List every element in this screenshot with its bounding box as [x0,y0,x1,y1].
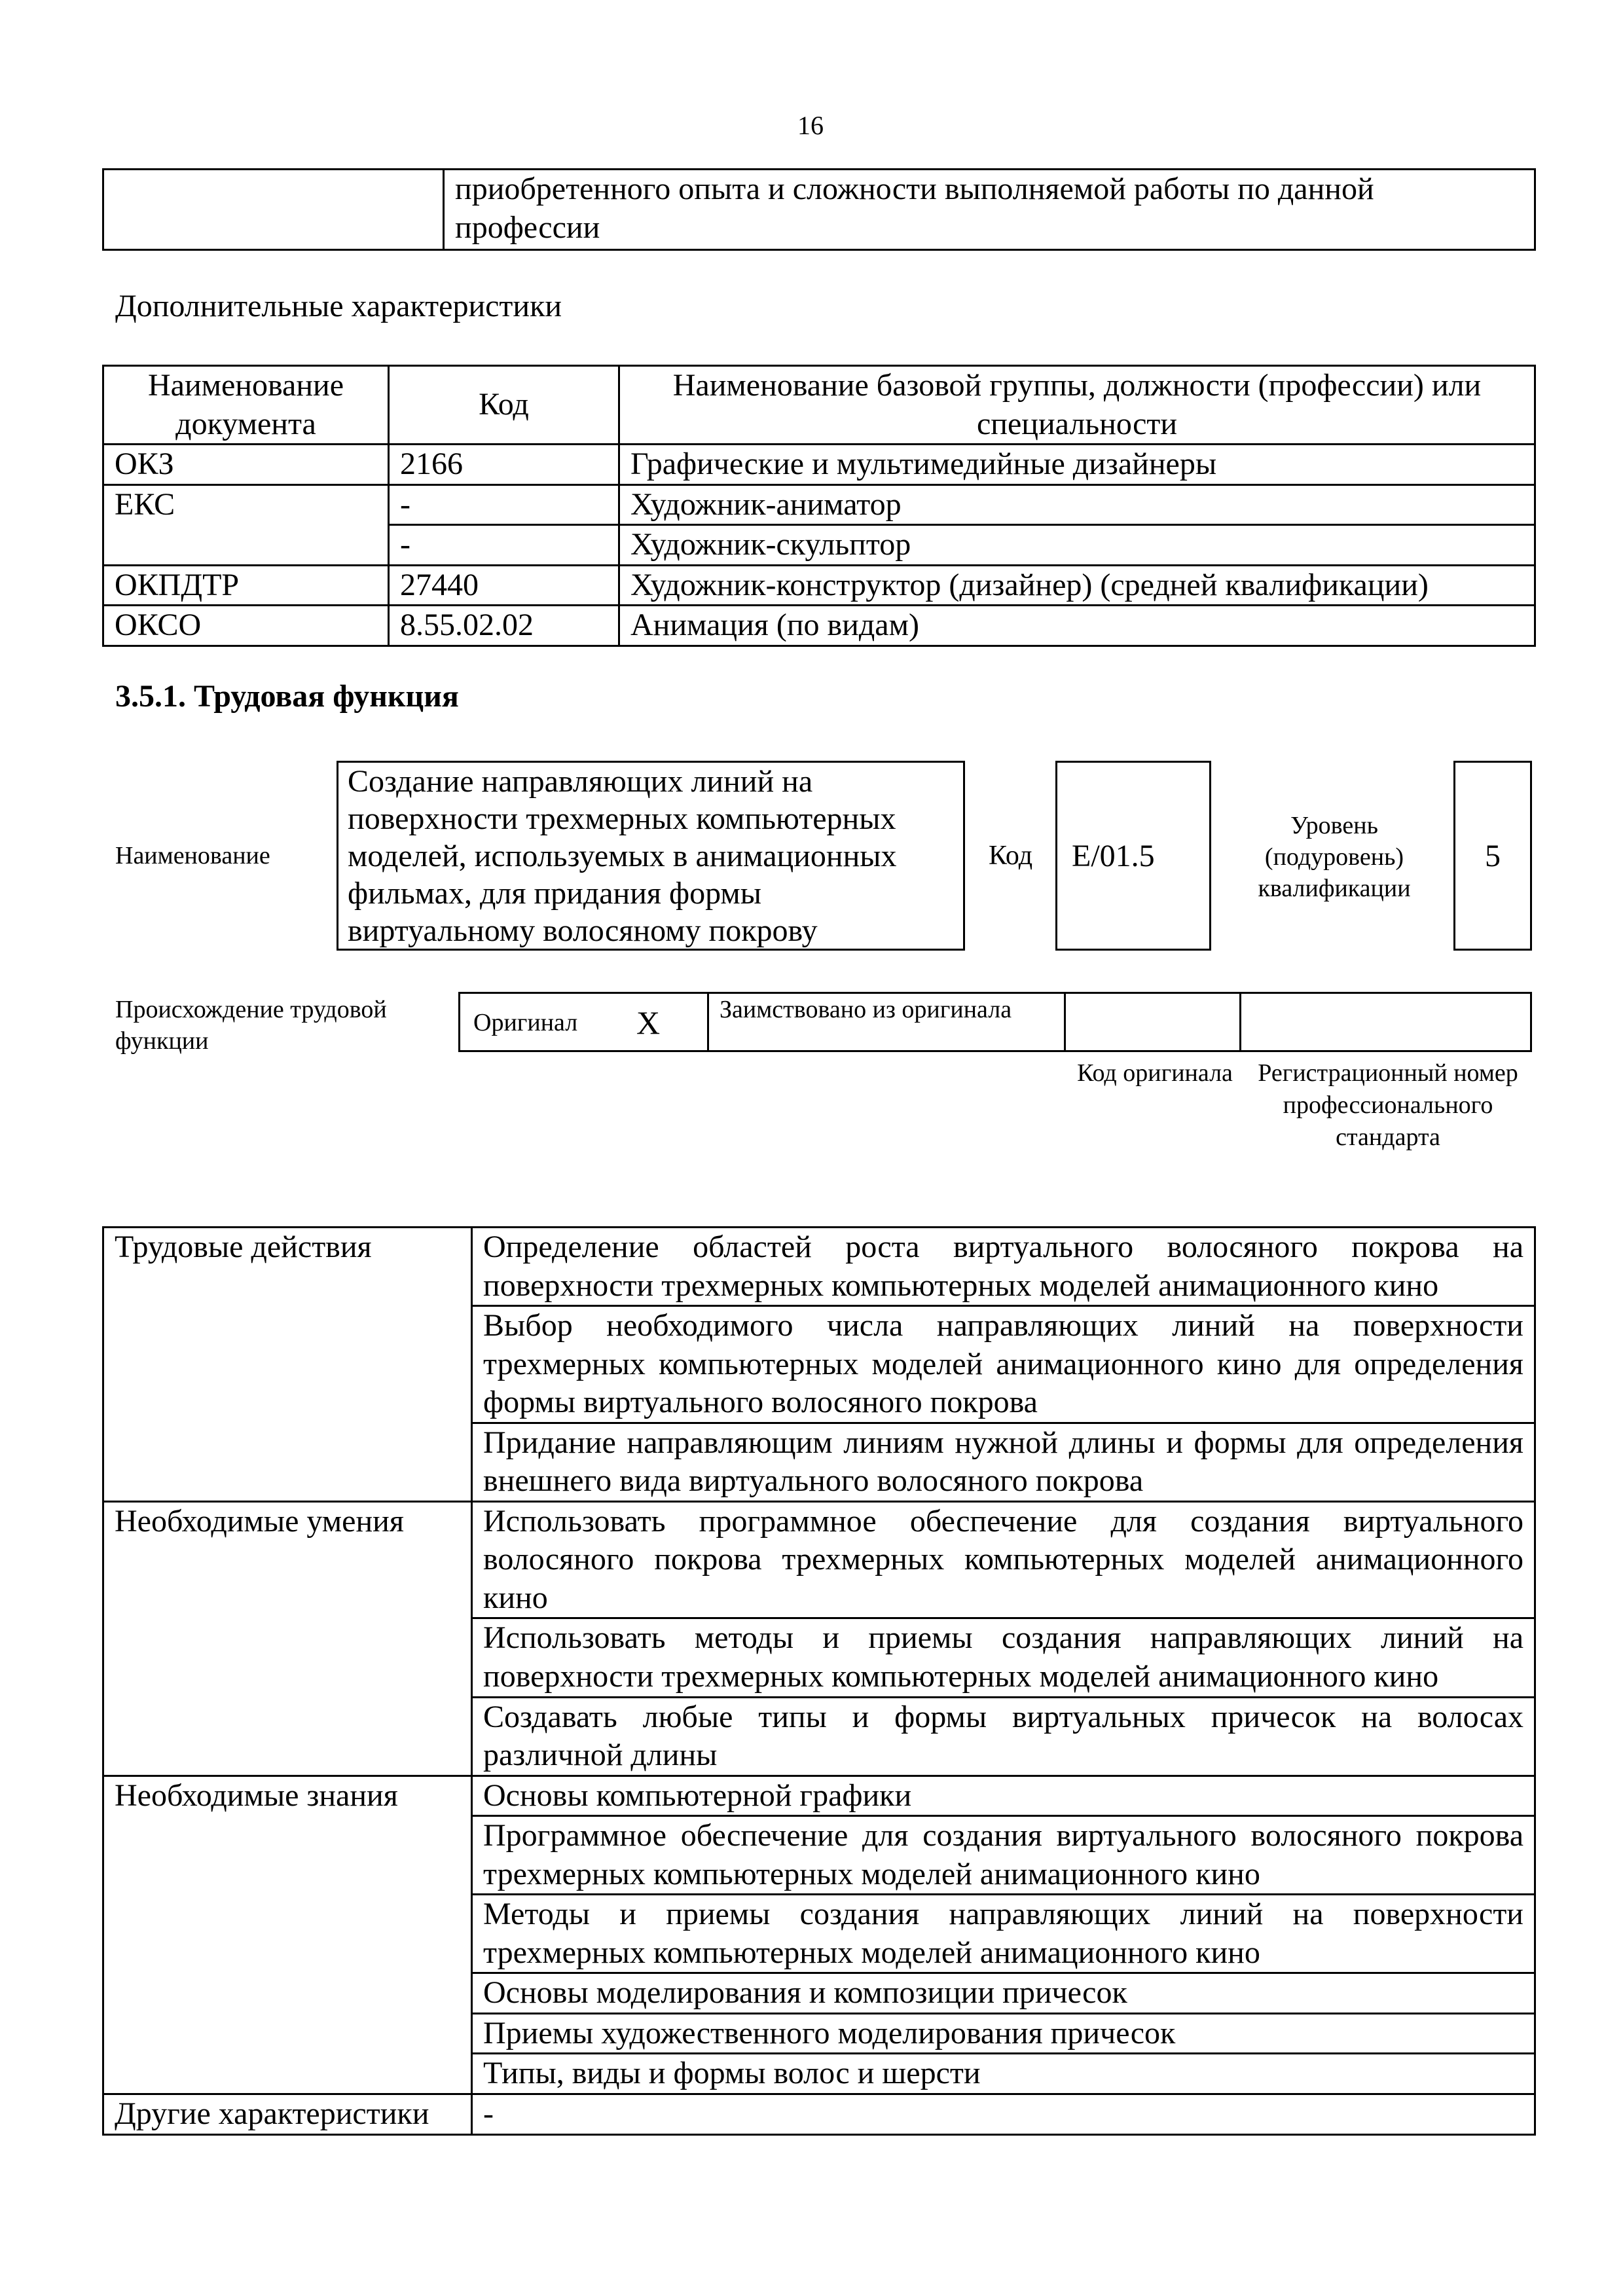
table-row [103,1776,1535,1816]
table-row [103,170,1535,250]
additional-characteristics-heading: Дополнительные характеристики [115,289,562,323]
table-cell: Основы моделирования и композиции причесок [472,1973,1535,2014]
origin-label: Происхождение трудовой функции [115,996,387,1055]
table-cell: Выбор необходимого числа направляющих линий на поверхности трехмерных компьютерных моделей анимационного кино для определения формы виртуального волосяного покрова [472,1306,1535,1423]
table-row [103,445,1535,485]
section-title: 3.5.1. Трудовая функция [115,679,459,714]
additional-characteristics-table [102,365,1536,647]
registration-number-caption: Регистрационный номер профессионального стандарта [1258,1059,1518,1151]
row-label: Трудовые действия [103,1228,472,1502]
function-code-box: Е/01.5 [1055,761,1211,951]
table-cell [103,525,389,566]
table-cell: Художник-аниматор [619,484,1535,525]
table-cell: Типы, виды и формы волос и шерсти [472,2054,1535,2094]
table-cell: - [389,484,619,525]
table-cell: 27440 [389,565,619,606]
origin-row [458,992,1532,1052]
borrowed-label: Заимствовано из оригинала [707,992,1066,1052]
row-label: Необходимые знания [103,1776,472,2094]
level-label: Уровень (подуровень) квалификации [1258,812,1411,902]
table-cell: Методы и приемы создания направляющих линий на поверхности трехмерных компьютерных моделей анимационного кино [472,1895,1535,1973]
table-cell: - [472,2094,1535,2135]
table-row [103,606,1535,646]
table-cell: приобретенного опыта и сложности выполняемой работы по данной профессии [444,170,1535,250]
table-cell: Программное обеспечение для создания виртуального волосяного покрова трехмерных компьютерных моделей анимационного кино [472,1816,1535,1895]
table-cell: ЕКС [103,484,389,525]
table-cell: Приемы художественного моделирования причесок [472,2013,1535,2054]
table-cell: 8.55.02.02 [389,606,619,646]
name-label: Наименование [115,842,270,869]
continuation-table [102,168,1536,251]
column-header: Наименование документа [103,366,389,445]
table-cell: ОКСО [103,606,389,646]
table-cell: 2166 [389,445,619,485]
table-cell: Художник-конструктор (дизайнер) (средней квалификации) [619,565,1535,606]
table-cell [103,170,444,250]
registration-number-cell [1241,992,1532,1052]
row-label: Другие характеристики [103,2094,472,2135]
table-cell: Анимация (по видам) [619,606,1535,646]
original-mark: X [636,1004,661,1041]
table-header-row [103,366,1535,445]
original-label: Оригинал [458,992,707,1052]
table-row [103,1501,1535,1618]
table-row [103,525,1535,566]
table-row [103,1228,1535,1306]
table-cell: - [389,525,619,566]
table-row [103,565,1535,606]
function-details-table [102,1226,1536,2136]
table-cell: Использовать методы и приемы создания направляющих линий на поверхности трехмерных компьютерных моделей анимационного кино [472,1618,1535,1697]
table-cell: ОКЗ [103,445,389,485]
original-code-cell [1066,992,1241,1052]
code-label: Код [989,841,1033,871]
table-cell: Графические и мультимедийные дизайнеры [619,445,1535,485]
table-cell: Придание направляющим линиям нужной длины и формы для определения внешнего вида виртуального волосяного покрова [472,1423,1535,1501]
row-label: Необходимые умения [103,1501,472,1776]
table-cell: Создавать любые типы и формы виртуальных причесок на волосах различной длины [472,1697,1535,1776]
table-cell: Использовать программное обеспечение для создания виртуального волосяного покрова трехмерных компьютерных моделей анимационного кино [472,1501,1535,1618]
table-cell: Основы компьютерной графики [472,1776,1535,1816]
original-code-caption: Код оригинала [1077,1059,1233,1087]
page-number: 16 [797,111,824,140]
column-header: Код [389,366,619,445]
table-cell: Художник-скульптор [619,525,1535,566]
level-box: 5 [1453,761,1532,951]
table-cell: ОКПДТР [103,565,389,606]
function-name-box: Создание направляющих линий на поверхности трехмерных компьютерных моделей, используемых в анимационных фильмах, для придания формы виртуальному волосяному покрову [337,761,965,951]
column-header: Наименование базовой группы, должности (профессии) или специальности [619,366,1535,445]
table-cell: Определение областей роста виртуального волосяного покрова на поверхности трехмерных компьютерных моделей анимационного кино [472,1228,1535,1306]
table-row [103,484,1535,525]
table-row [103,2094,1535,2135]
